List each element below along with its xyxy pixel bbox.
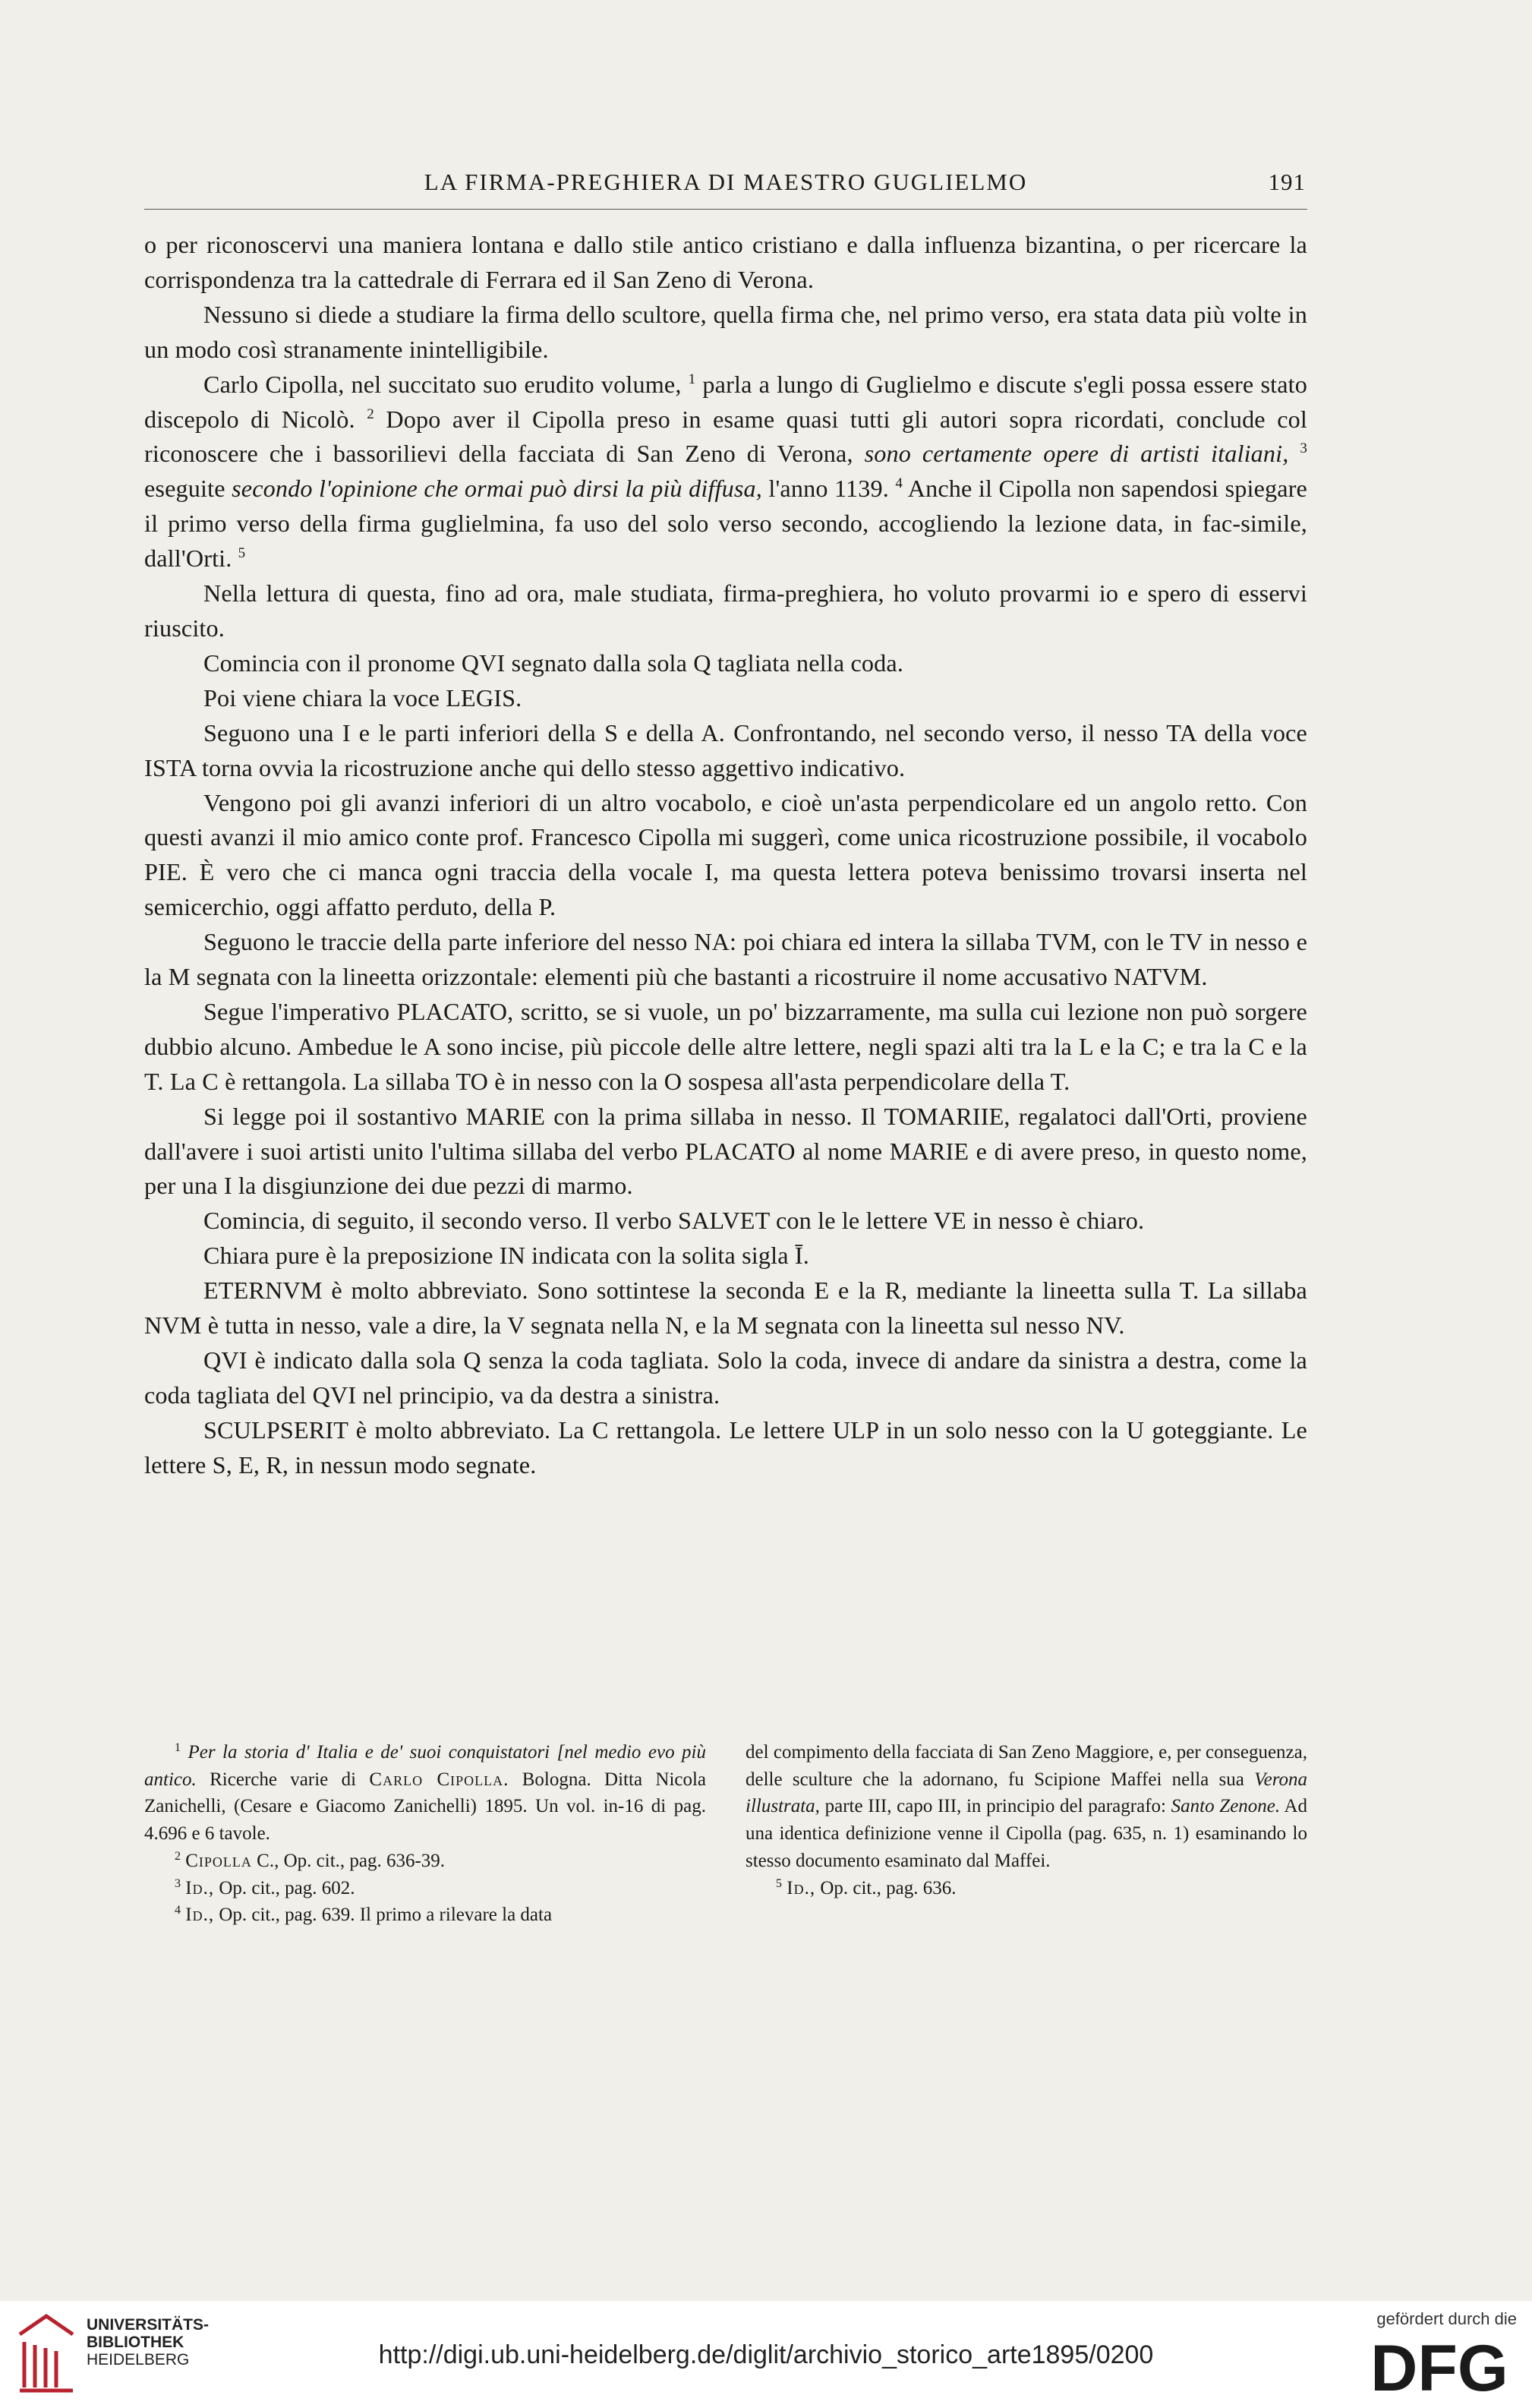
paragraph: Nessuno si diede a studiare la firma dello scultore, quella firma che, nel primo verso, era stata data più volte in un modo così stranamente inintelligibile. [144,300,1307,363]
footnote-text: Op. cit., pag. 602. [219,1877,355,1898]
paragraph: Seguono una I e le parti inferiori della S e della A. Confrontando, nel secondo verso, il nesso TA della voce ISTA torna ovvia la ricostruzione anche qui dello stesso aggettivo indicativo. [144,718,1307,781]
footnote-text: Op. cit., pag. 636. [820,1877,957,1898]
sponsor-label: gefördert durch die [1376,2309,1517,2328]
footnote-text: Bologna. Ditta Nicola Zanichelli, (Cesare e Giacomo Zanichelli) 1895. Un vol. in-16 di pag. 4.696 e 6 tavole. [144,1769,707,1845]
paragraph: o per riconoscervi una maniera lontana e dallo stile antico cristiano e dalla influenza bizantina, o per ricercare la corrispondenza tra la cattedrale di Ferrara ed il San Zeno di Verona. [144,231,1307,293]
italic-run: secondo l'opinione che ormai può dirsi la più diffusa, [232,475,762,503]
footnote-continuation [746,1739,1307,1875]
footnote-text: Ad una identica definizione venne il Cipolla (pag. 635, n. 1) esaminando lo stesso documento esaminato dal Maffei. [746,1796,1308,1871]
paragraph: Si legge poi il sostantivo MARIE con la prima sillaba in nesso. Il TOMARIIE, regalatoci dall'Orti, proviene dall'avere i suoi artisti unito l'ultima sillaba del verbo PLACATO al nome MARIE e di avere preso, in questo nome, per una I la disgiunzione dei due pezzi di marmo. [144,1102,1307,1200]
italic-run: sono certamente opere di artisti italiani, [864,440,1289,468]
footnote-ref: 1 [688,371,696,387]
library-name-line: BIBLIOTHEK [87,2334,184,2351]
footnote-text: Op. cit., pag. 639. Il primo a rilevare la data [219,1905,553,1926]
footnote-italic: Santo Zenone. [1171,1796,1281,1817]
footnote-text: C., Op. cit., pag. 636-39. [257,1850,446,1871]
text-run: Carlo Cipolla, nel succitato suo erudito volume, [203,370,682,398]
permalink-url[interactable]: http://digi.ub.uni-heidelberg.de/diglit/archivio_storico_arte1895/0200 [378,2340,1154,2369]
footnote-text: Ricerche varie di [210,1769,357,1790]
paragraph: Poi viene chiara la voce LEGIS. [203,683,522,712]
text-run: eseguite [144,475,225,503]
footnote-ref: 2 [367,406,374,422]
paragraph: Comincia con il pronome QVI segnato dalla sola Q tagliata nella coda. [203,649,904,677]
running-title: LA FIRMA-PREGHIERA DI MAESTRO GUGLIELMO [424,169,1028,195]
running-head [144,169,1307,207]
paragraph: QVI è indicato dalla sola Q senza la coda tagliata. Solo la coda, invece di andare da sinistra a destra, come la coda tagliata del QVI nel principio, va da destra a sinistra. [144,1346,1307,1409]
footnotes-left-column [144,1739,706,1929]
footnote-text: parte III, capo III, in principio del paragrafo: [824,1796,1166,1817]
paragraph: SCULPSERIT è molto abbreviato. La C rettangola. Le lettere ULP in un solo nesso con la U goteggiante. Le lettere S, E, R, in nessun modo segnate. [144,1415,1307,1479]
footnote [746,1875,1307,1902]
body-text [144,228,1307,1483]
footnote-italic: Per la storia d' Italia e de' suoi conquistatori [nel medio evo più antico. [144,1742,706,1790]
footnote-author: Id., [185,1905,215,1926]
paragraph: Vengono poi gli avanzi inferiori di un altro vocabolo, e cioè un'asta perpendicolare ed un angolo retto. Con questi avanzi il mio amico conte prof. Francesco Cipolla mi suggerì, come unica ricostruzione possibile, il vocabolo PIE. È vero che ci manca ogni traccia della vocale I, ma questa lettera poteva benissimo trovarsi inserta nel semicerchio, oggi affatto perduto, della P. [144,788,1307,921]
paragraph: Nella lettura di questa, fino ad ora, male studiata, firma-preghiera, ho voluto provarmi io e spero di esservi riuscito. [144,579,1307,642]
footnote-author: Id., [786,1877,816,1898]
footnote-ref: 5 [238,545,246,562]
footnote [144,1848,706,1875]
footnotes-right-column [746,1739,1307,1901]
footnote-mark: 3 [175,1876,181,1890]
text-run: parla a lungo di Guglielmo e discute s'egli possa essere stato discepolo di Nicolò. [144,370,1307,433]
footnote-ref: 3 [1300,440,1308,457]
footnote [144,1739,706,1848]
footnote-mark: 5 [776,1876,782,1890]
paragraph: Chiara pure è la preposizione IN indicata con la solita sigla Ī. [203,1242,809,1270]
header-rule [144,209,1307,210]
paragraph [144,368,1307,576]
footnote-author: Id., [185,1877,215,1898]
paragraph: Segue l'imperativo PLACATO, scritto, se si vuole, un po' bizzarramente, ma sulla cui lezione non può sorgere dubbio alcuno. Ambedue le A sono incise, più piccole delle altre lettere, negli spazi alti tra la L e la C; e tra la C e la T. La C è rettangola. La sillaba TO è in nesso con la O sospesa all'asta perpendicolare della T. [144,997,1307,1095]
text-run: Dopo aver il Cipolla preso in esame quasi tutti gli autori sopra ricordati, conclude col riconoscere che i bassorilievi della facciata di San Zeno di Verona, [144,405,1307,468]
footnote-mark: 2 [175,1849,181,1863]
dfg-logo-text: DFG [1370,2336,1508,2398]
footnote-text: del compimento della facciata di San Zeno Maggiore, e, per conseguenza, delle sculture che la adornano, fu Scipione Maffei nella sua [746,1742,1307,1790]
text-run: Anche il Cipolla non sapendosi spiegare il primo verso della firma guglielmina, fa uso del solo verso secondo, accogliendo la lezione data, in fac-simile, dall'Orti. [144,475,1307,573]
text-run: l'anno 1139. [768,475,889,503]
footnote-ref: 4 [895,475,903,492]
footnote [144,1875,706,1902]
page-number: 191 [1268,169,1306,195]
footnote-author: Carlo Cipolla. [369,1769,509,1790]
footnote [144,1901,706,1929]
paragraph: ETERNVM è molto abbreviato. Sono sottintese la seconda E e la R, mediante la lineetta sulla T. La sillaba NVM è tutta in nesso, vale a dire, la V segnata nella N, e la M segnata con la lineetta sul nesso NV. [144,1277,1307,1340]
paragraph: Seguono le traccie della parte inferiore del nesso NA: poi chiara ed intera la sillaba TVM, con le TV in nesso e la M segnata con la lineetta orizzontale: elementi più che bastanti a ricostruire il nome accusativo NATVM. [144,928,1307,991]
footnote-italic: Verona illustrata, [746,1769,1308,1817]
footnote-mark: 1 [175,1741,181,1754]
footnote-mark: 4 [175,1904,181,1917]
library-name-line: UNIVERSITÄTS- [87,2316,210,2334]
dfg-logo [1365,2336,1514,2398]
footnote-author: Cipolla [185,1850,252,1871]
paragraph: Comincia, di seguito, il secondo verso. Il verbo SALVET con le le lettere VE in nesso è chiaro. [203,1207,1145,1235]
library-name-line: HEIDELBERG [87,2351,190,2369]
